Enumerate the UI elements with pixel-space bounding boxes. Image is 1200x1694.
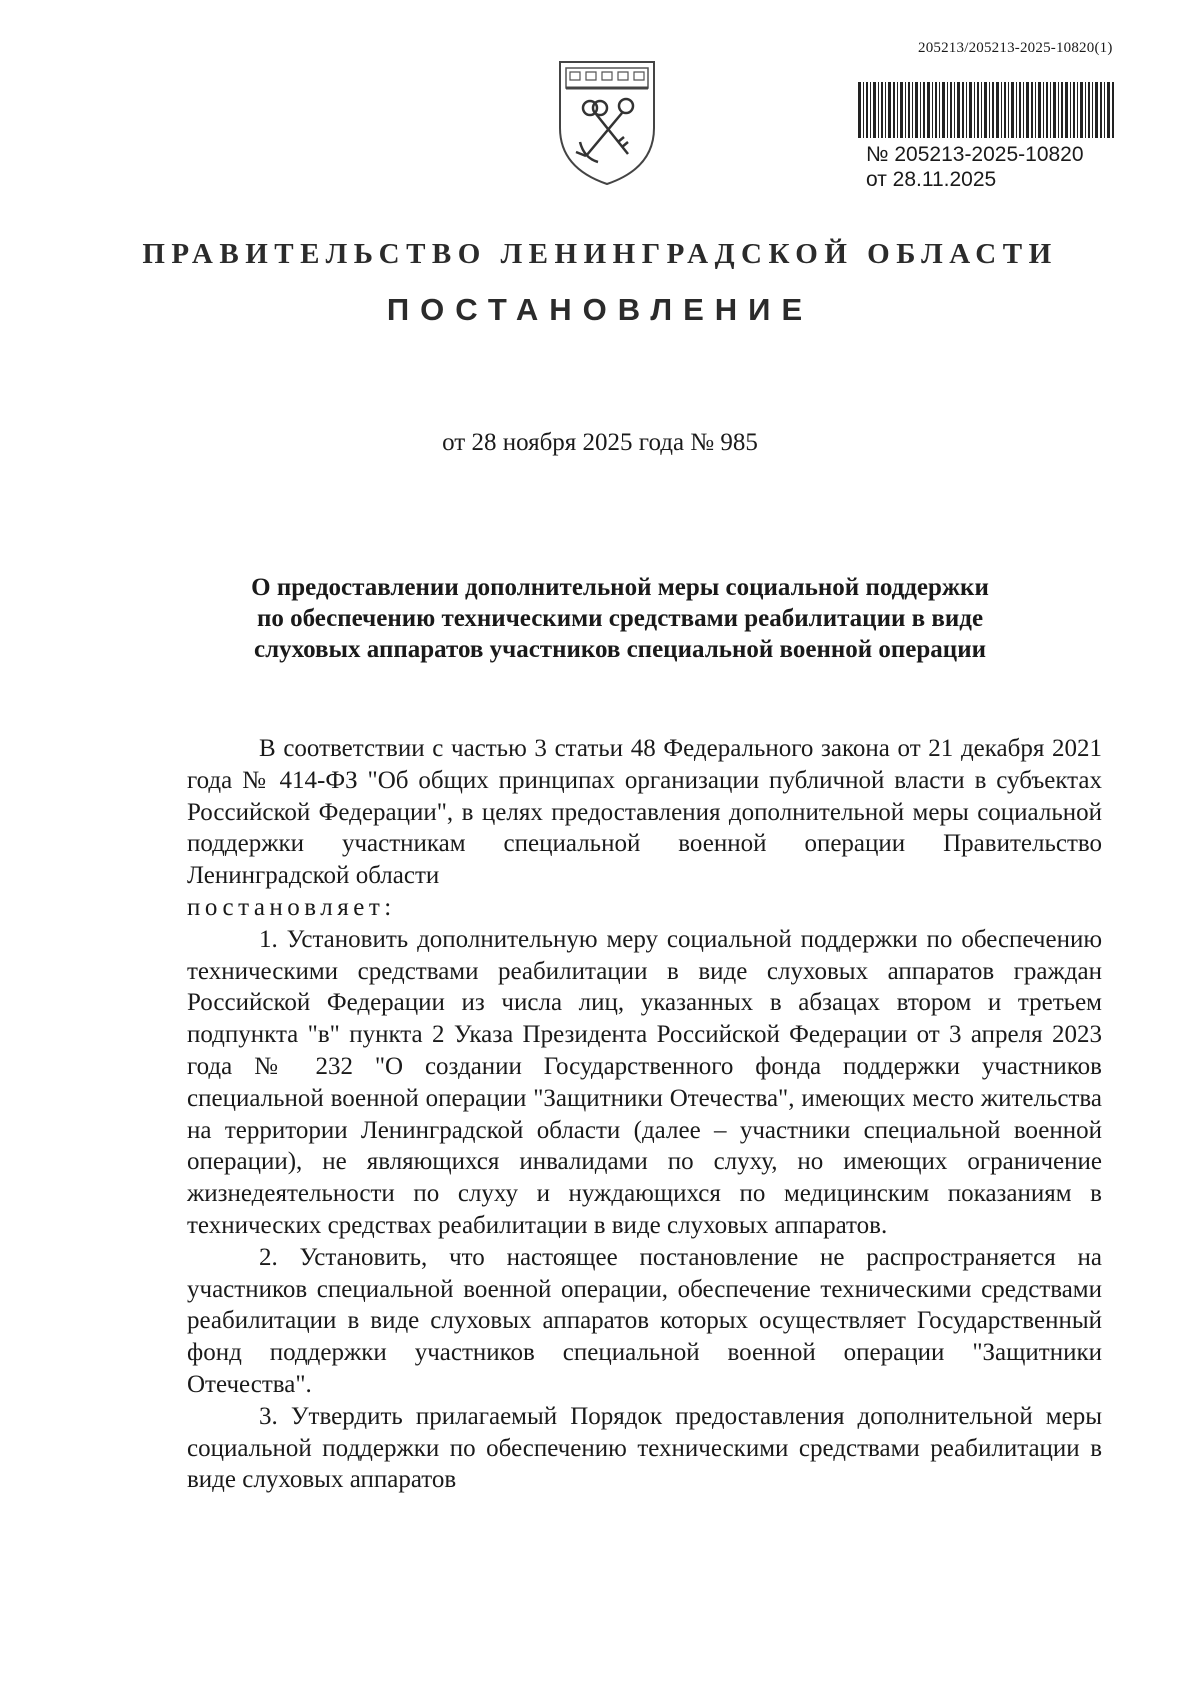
document-body — [187, 733, 1102, 1496]
registration-number: № 205213-2025-10820 — [866, 143, 1084, 166]
coat-of-arms-icon — [556, 58, 658, 188]
document-reference: 205213/205213-2025-10820(1) — [918, 40, 1113, 56]
barcode-icon — [858, 82, 1114, 138]
preamble-paragraph: В соответствии с частью 3 статьи 48 Федерального закона от 21 декабря 2021 года № 414-ФЗ "Об общих принципах организации публичной власти в субъектах Российской Федерации", в целях предоставления дополнительной меры социальной поддержки участникам специальной военной операции Правительство Ленинградской области — [187, 735, 1102, 890]
decree-title: О предоставлении дополнительной меры социальной поддержки по обеспечению техническими средствами реабилитации в виде слуховых аппаратов участников специальной военной операции — [251, 574, 989, 663]
registration-date: от 28.11.2025 — [866, 168, 997, 191]
resolves-word: постановляет: — [187, 893, 396, 921]
clause-1: 1. Установить дополнительную меру социальной поддержки по обеспечению техническими средствами реабилитации в виде слуховых аппаратов граждан Российской Федерации из числа лиц, указанных в абзацах втором и третьем подпункта "в" пункта 2 Указа Президента Российской Федерации от 3 апреля 2023 года № 232 "О создании Государственного фонда поддержки участников специальной военной операции "Защитники Отечества", имеющих место жительства на территории Ленинградской области (далее – участники специальной военной операции), не являющихся инвалидами по слуху, но имеющих ограничение жизнедеятельности по слуху и нуждающихся по медицинским показаниям в технических средствах реабилитации в виде слуховых аппаратов. — [187, 925, 1102, 1239]
clause-3: 3. Утвердить прилагаемый Порядок предоставления дополнительной меры социальной поддержки по обеспечению техническими средствами реабилитации в виде слуховых аппаратов — [187, 1402, 1102, 1494]
clause-2: 2. Установить, что настоящее постановление не распространяется на участников специальной военной операции, обеспечение техническими средствами реабилитации в виде слуховых аппаратов которых осуществляет Государственный фонд поддержки участников специальной военной операции "Защитники Отечества". — [187, 1243, 1102, 1398]
decree-date-number: от 28 ноября 2025 года № 985 — [442, 429, 758, 456]
document-type-heading: ПОСТАНОВЛЕНИЕ — [386, 292, 814, 327]
government-title: ПРАВИТЕЛЬСТВО ЛЕНИНГРАДСКОЙ ОБЛАСТИ — [142, 238, 1058, 270]
